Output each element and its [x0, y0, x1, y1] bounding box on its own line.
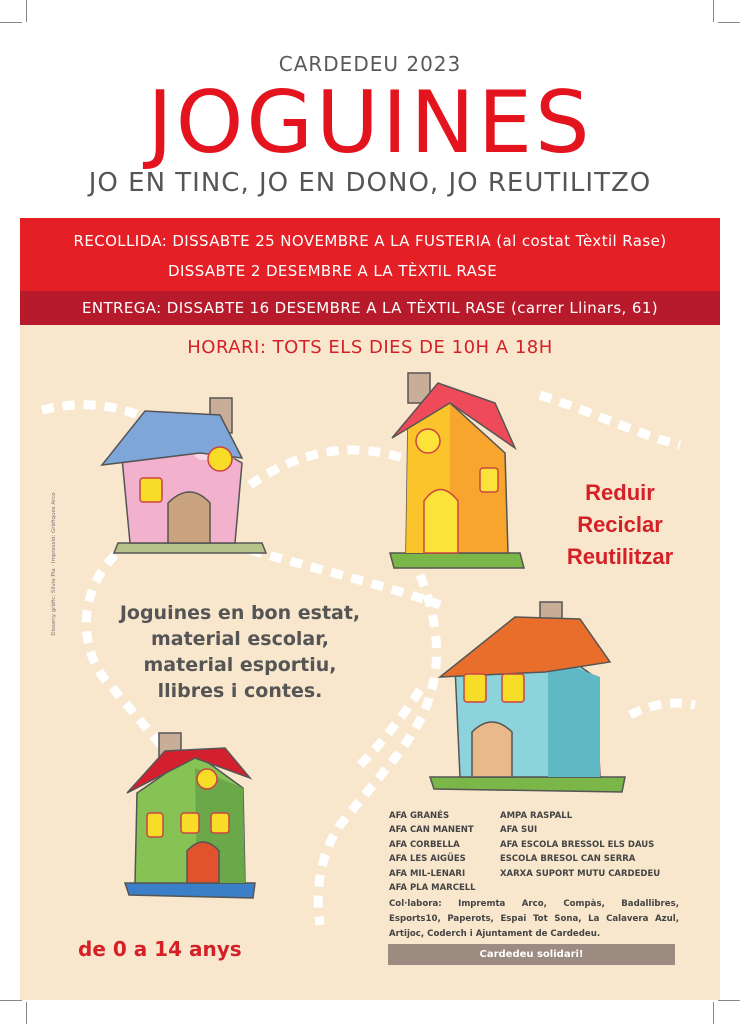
motto	[535, 477, 705, 573]
house-pink	[100, 398, 266, 553]
association: AFA SUI	[500, 825, 538, 836]
dashed-path	[42, 405, 150, 420]
event-kicker: CARDEDEU 2023	[278, 52, 462, 76]
item-line: llibres i contes.	[157, 680, 323, 702]
association: AFA GRANÉS	[389, 811, 450, 821]
associations-left	[389, 809, 476, 895]
association: XARXA SUPORT MUTU CARDEDEU	[500, 868, 661, 879]
age-range: de 0 a 14 anys	[78, 937, 242, 961]
motto-item: Reduir	[585, 480, 655, 505]
item-line: Joguines en bon estat,	[119, 602, 361, 624]
motto-item: Reutilitzar	[566, 544, 674, 569]
poster-title: JOGUINES	[147, 73, 593, 173]
associations-right	[500, 809, 660, 881]
poster-header	[0, 0, 740, 218]
schedule-text: HORARI: TOTS ELS DIES DE 10H A 18H	[187, 337, 553, 358]
design-credit: Disseny gràfic: Sílvia Pla · Impressió: Gràfiques Arco	[51, 492, 57, 636]
house-teal	[430, 602, 625, 792]
dashed-path	[540, 395, 680, 445]
content-panel	[20, 325, 720, 1000]
crop-mark	[713, 1002, 714, 1024]
delivery-band: ENTREGA: DISSABTE 16 DESEMBRE A LA TÈXTIL RASE (carrer Llinars, 61)	[20, 291, 720, 325]
association: AFA LES AIGÜES	[389, 854, 466, 865]
association: AFA MIL-LENARI	[389, 868, 466, 879]
dashed-path	[630, 703, 695, 715]
association: AMPA RASPALL	[500, 811, 573, 821]
item-line: material esportiu,	[143, 654, 337, 676]
house-orange	[390, 373, 524, 568]
association: AFA ESCOLA BRESSOL ELS DAUS	[500, 839, 655, 850]
association: ESCOLA BRESOL CAN SERRA	[500, 854, 636, 865]
collaborators-text: Col·labora: Impremta Arco, Compàs, Badallibres, Esports10, Paperots, Espai Tot Sona, La Calavera Azul, Artijoc, Coderch i Ajuntament de Cardedeu.	[389, 899, 679, 939]
crop-mark	[718, 1000, 740, 1001]
collection-line-2: DISSABTE 2 DESEMBRE A LA TÈXTIL RASE	[168, 262, 498, 280]
crop-mark	[0, 1000, 22, 1001]
accepted-items	[110, 600, 370, 704]
item-line: material escolar,	[150, 628, 330, 650]
house-green	[125, 733, 255, 898]
poster-tagline: JO EN TINC, JO EN DONO, JO REUTILITZO	[88, 168, 652, 198]
association: AFA PLA MARCELL	[389, 883, 476, 894]
collection-line-1: RECOLLIDA: DISSABTE 25 NOVEMBRE A LA FUSTERIA (al costat Tèxtil Rase)	[73, 232, 667, 250]
solidarity-banner: Cardedeu solidari!	[388, 944, 675, 965]
motto-item: Reciclar	[577, 512, 663, 537]
crop-mark	[26, 1002, 27, 1024]
collection-band	[20, 218, 720, 291]
association: AFA CORBELLA	[389, 839, 460, 850]
association: AFA CAN MANENT	[389, 825, 474, 836]
